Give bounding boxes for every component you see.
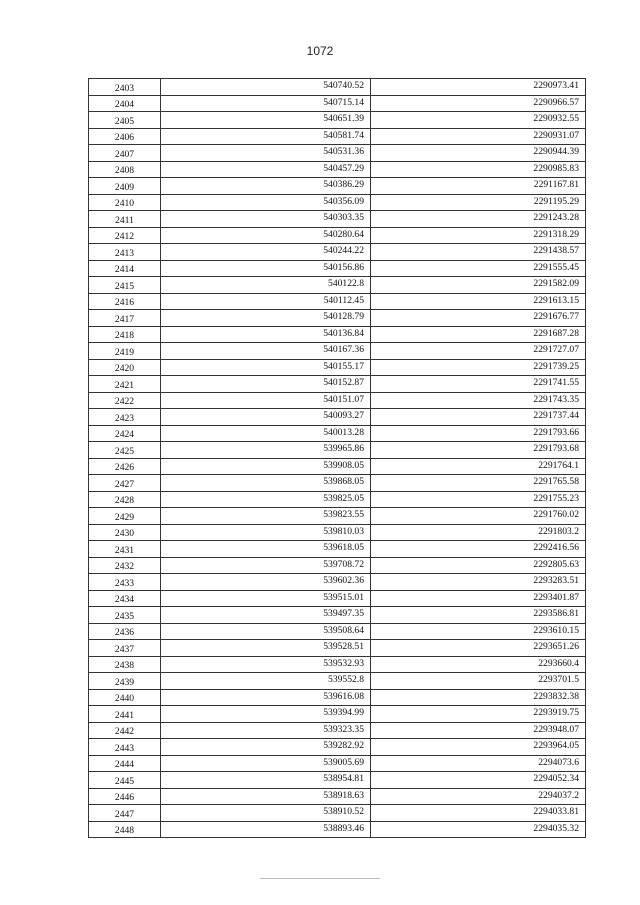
point-number-cell: 2423 bbox=[89, 409, 161, 426]
y-coordinate-cell: 2291793.68 bbox=[371, 442, 586, 459]
point-number-cell: 2438 bbox=[89, 656, 161, 673]
x-coordinate-cell: 539497.35 bbox=[161, 607, 371, 624]
point-number-cell: 2421 bbox=[89, 376, 161, 393]
x-coordinate-cell: 540156.86 bbox=[161, 260, 371, 277]
x-coordinate-cell: 539616.08 bbox=[161, 689, 371, 706]
x-coordinate-cell: 539394.99 bbox=[161, 706, 371, 723]
table-row bbox=[89, 524, 586, 541]
table-row bbox=[89, 293, 586, 310]
y-coordinate-cell: 2291195.29 bbox=[371, 194, 586, 211]
y-coordinate-cell: 2291793.66 bbox=[371, 425, 586, 442]
table-row bbox=[89, 673, 586, 690]
x-coordinate-cell: 540356.09 bbox=[161, 194, 371, 211]
y-coordinate-cell: 2291743.35 bbox=[371, 392, 586, 409]
table-row bbox=[89, 178, 586, 195]
point-number-cell: 2445 bbox=[89, 772, 161, 789]
x-coordinate-cell: 539528.51 bbox=[161, 640, 371, 657]
point-number-cell: 2441 bbox=[89, 706, 161, 723]
x-coordinate-cell: 540167.36 bbox=[161, 343, 371, 360]
x-coordinate-cell: 540093.27 bbox=[161, 409, 371, 426]
y-coordinate-cell: 2291687.28 bbox=[371, 326, 586, 343]
x-coordinate-cell: 540280.64 bbox=[161, 227, 371, 244]
point-number-cell: 2433 bbox=[89, 574, 161, 591]
x-coordinate-cell: 539282.92 bbox=[161, 739, 371, 756]
x-coordinate-cell: 538918.63 bbox=[161, 788, 371, 805]
y-coordinate-cell: 2291613.15 bbox=[371, 293, 586, 310]
table-row bbox=[89, 79, 586, 96]
x-coordinate-cell: 540531.36 bbox=[161, 145, 371, 162]
point-number-cell: 2435 bbox=[89, 607, 161, 624]
x-coordinate-cell: 540457.29 bbox=[161, 161, 371, 178]
y-coordinate-cell: 2293610.15 bbox=[371, 623, 586, 640]
x-coordinate-cell: 539823.55 bbox=[161, 508, 371, 525]
point-number-cell: 2447 bbox=[89, 805, 161, 822]
point-number-cell: 2418 bbox=[89, 326, 161, 343]
table-row bbox=[89, 541, 586, 558]
table-row bbox=[89, 442, 586, 459]
table-row bbox=[89, 557, 586, 574]
point-number-cell: 2434 bbox=[89, 590, 161, 607]
point-number-cell: 2431 bbox=[89, 541, 161, 558]
point-number-cell: 2446 bbox=[89, 788, 161, 805]
x-coordinate-cell: 540651.39 bbox=[161, 112, 371, 129]
table-row bbox=[89, 260, 586, 277]
table-row bbox=[89, 425, 586, 442]
point-number-cell: 2437 bbox=[89, 640, 161, 657]
y-coordinate-cell: 2293401.87 bbox=[371, 590, 586, 607]
y-coordinate-cell: 2291676.77 bbox=[371, 310, 586, 327]
table-row bbox=[89, 656, 586, 673]
y-coordinate-cell: 2294037.2 bbox=[371, 788, 586, 805]
table-row bbox=[89, 343, 586, 360]
x-coordinate-cell: 539868.05 bbox=[161, 475, 371, 492]
point-number-cell: 2419 bbox=[89, 343, 161, 360]
y-coordinate-cell: 2291438.57 bbox=[371, 244, 586, 261]
y-coordinate-cell: 2293701.5 bbox=[371, 673, 586, 690]
table-row bbox=[89, 788, 586, 805]
point-number-cell: 2444 bbox=[89, 755, 161, 772]
y-coordinate-cell: 2291555.45 bbox=[371, 260, 586, 277]
x-coordinate-cell: 540581.74 bbox=[161, 128, 371, 145]
table-row bbox=[89, 392, 586, 409]
y-coordinate-cell: 2290985.83 bbox=[371, 161, 586, 178]
x-coordinate-cell: 539532.93 bbox=[161, 656, 371, 673]
x-coordinate-cell: 540128.79 bbox=[161, 310, 371, 327]
x-coordinate-cell: 539618.05 bbox=[161, 541, 371, 558]
point-number-cell: 2407 bbox=[89, 145, 161, 162]
table-row bbox=[89, 211, 586, 228]
point-number-cell: 2432 bbox=[89, 557, 161, 574]
y-coordinate-cell: 2293586.81 bbox=[371, 607, 586, 624]
point-number-cell: 2417 bbox=[89, 310, 161, 327]
table-row bbox=[89, 227, 586, 244]
table-row bbox=[89, 607, 586, 624]
point-number-cell: 2404 bbox=[89, 95, 161, 112]
point-number-cell: 2420 bbox=[89, 359, 161, 376]
table-row bbox=[89, 458, 586, 475]
table-row bbox=[89, 244, 586, 261]
x-coordinate-cell: 540303.35 bbox=[161, 211, 371, 228]
y-coordinate-cell: 2291764.1 bbox=[371, 458, 586, 475]
x-coordinate-cell: 539825.05 bbox=[161, 491, 371, 508]
x-coordinate-cell: 539965.86 bbox=[161, 442, 371, 459]
point-number-cell: 2424 bbox=[89, 425, 161, 442]
x-coordinate-cell: 540122.8 bbox=[161, 277, 371, 294]
y-coordinate-cell: 2291727.07 bbox=[371, 343, 586, 360]
point-number-cell: 2425 bbox=[89, 442, 161, 459]
y-coordinate-cell: 2294033.81 bbox=[371, 805, 586, 822]
table-row bbox=[89, 475, 586, 492]
point-number-cell: 2405 bbox=[89, 112, 161, 129]
table-row bbox=[89, 508, 586, 525]
y-coordinate-cell: 2291318.29 bbox=[371, 227, 586, 244]
y-coordinate-cell: 2293651.26 bbox=[371, 640, 586, 657]
y-coordinate-cell: 2290944.39 bbox=[371, 145, 586, 162]
table-row bbox=[89, 376, 586, 393]
point-number-cell: 2412 bbox=[89, 227, 161, 244]
x-coordinate-cell: 540136.84 bbox=[161, 326, 371, 343]
x-coordinate-cell: 539552.8 bbox=[161, 673, 371, 690]
point-number-cell: 2416 bbox=[89, 293, 161, 310]
point-number-cell: 2443 bbox=[89, 739, 161, 756]
table-row bbox=[89, 409, 586, 426]
y-coordinate-cell: 2294035.32 bbox=[371, 821, 586, 838]
point-number-cell: 2440 bbox=[89, 689, 161, 706]
y-coordinate-cell: 2291760.02 bbox=[371, 508, 586, 525]
point-number-cell: 2410 bbox=[89, 194, 161, 211]
table-row bbox=[89, 623, 586, 640]
point-number-cell: 2422 bbox=[89, 392, 161, 409]
point-number-cell: 2403 bbox=[89, 79, 161, 96]
table-row bbox=[89, 821, 586, 838]
table-row bbox=[89, 574, 586, 591]
y-coordinate-cell: 2291765.58 bbox=[371, 475, 586, 492]
y-coordinate-cell: 2294052.34 bbox=[371, 772, 586, 789]
table-row bbox=[89, 326, 586, 343]
point-number-cell: 2426 bbox=[89, 458, 161, 475]
table-row bbox=[89, 706, 586, 723]
x-coordinate-cell: 540112.45 bbox=[161, 293, 371, 310]
y-coordinate-cell: 2292805.63 bbox=[371, 557, 586, 574]
point-number-cell: 2430 bbox=[89, 524, 161, 541]
y-coordinate-cell: 2293660.4 bbox=[371, 656, 586, 673]
x-coordinate-cell: 539323.35 bbox=[161, 722, 371, 739]
y-coordinate-cell: 2291243.28 bbox=[371, 211, 586, 228]
x-coordinate-cell: 539810.03 bbox=[161, 524, 371, 541]
y-coordinate-cell: 2294073.6 bbox=[371, 755, 586, 772]
y-coordinate-cell: 2291803.2 bbox=[371, 524, 586, 541]
coordinate-table bbox=[88, 78, 586, 838]
point-number-cell: 2414 bbox=[89, 260, 161, 277]
page-number: 1072 bbox=[306, 44, 334, 58]
y-coordinate-cell: 2293948.07 bbox=[371, 722, 586, 739]
y-coordinate-cell: 2291741.55 bbox=[371, 376, 586, 393]
table-row bbox=[89, 277, 586, 294]
y-coordinate-cell: 2293919.75 bbox=[371, 706, 586, 723]
table-row bbox=[89, 689, 586, 706]
y-coordinate-cell: 2291755.23 bbox=[371, 491, 586, 508]
x-coordinate-cell: 540151.07 bbox=[161, 392, 371, 409]
x-coordinate-cell: 539708.72 bbox=[161, 557, 371, 574]
table-row bbox=[89, 722, 586, 739]
y-coordinate-cell: 2293283.51 bbox=[371, 574, 586, 591]
point-number-cell: 2406 bbox=[89, 128, 161, 145]
x-coordinate-cell: 539515.01 bbox=[161, 590, 371, 607]
table-row bbox=[89, 161, 586, 178]
footer-rule bbox=[260, 878, 380, 879]
y-coordinate-cell: 2293964.05 bbox=[371, 739, 586, 756]
x-coordinate-cell: 538954.81 bbox=[161, 772, 371, 789]
x-coordinate-cell: 540386.29 bbox=[161, 178, 371, 195]
point-number-cell: 2436 bbox=[89, 623, 161, 640]
point-number-cell: 2408 bbox=[89, 161, 161, 178]
table-row bbox=[89, 128, 586, 145]
point-number-cell: 2413 bbox=[89, 244, 161, 261]
point-number-cell: 2439 bbox=[89, 673, 161, 690]
point-number-cell: 2442 bbox=[89, 722, 161, 739]
y-coordinate-cell: 2292416.56 bbox=[371, 541, 586, 558]
table-row bbox=[89, 640, 586, 657]
point-number-cell: 2448 bbox=[89, 821, 161, 838]
point-number-cell: 2409 bbox=[89, 178, 161, 195]
table-row bbox=[89, 755, 586, 772]
x-coordinate-cell: 540013.28 bbox=[161, 425, 371, 442]
y-coordinate-cell: 2290932.55 bbox=[371, 112, 586, 129]
x-coordinate-cell: 538893.46 bbox=[161, 821, 371, 838]
x-coordinate-cell: 539908.05 bbox=[161, 458, 371, 475]
x-coordinate-cell: 539602.36 bbox=[161, 574, 371, 591]
y-coordinate-cell: 2291167.81 bbox=[371, 178, 586, 195]
point-number-cell: 2411 bbox=[89, 211, 161, 228]
y-coordinate-cell: 2291737.44 bbox=[371, 409, 586, 426]
point-number-cell: 2415 bbox=[89, 277, 161, 294]
point-number-cell: 2428 bbox=[89, 491, 161, 508]
x-coordinate-cell: 540155.17 bbox=[161, 359, 371, 376]
point-number-cell: 2427 bbox=[89, 475, 161, 492]
y-coordinate-cell: 2293832.38 bbox=[371, 689, 586, 706]
x-coordinate-cell: 540152.87 bbox=[161, 376, 371, 393]
x-coordinate-cell: 539005.69 bbox=[161, 755, 371, 772]
y-coordinate-cell: 2290973.41 bbox=[371, 79, 586, 96]
x-coordinate-cell: 540715.14 bbox=[161, 95, 371, 112]
table-row bbox=[89, 739, 586, 756]
y-coordinate-cell: 2291739.25 bbox=[371, 359, 586, 376]
coordinate-table-body bbox=[89, 79, 586, 838]
table-row bbox=[89, 112, 586, 129]
table-row bbox=[89, 194, 586, 211]
x-coordinate-cell: 539508.64 bbox=[161, 623, 371, 640]
table-row bbox=[89, 491, 586, 508]
x-coordinate-cell: 538910.52 bbox=[161, 805, 371, 822]
table-row bbox=[89, 310, 586, 327]
table-row bbox=[89, 805, 586, 822]
x-coordinate-cell: 540740.52 bbox=[161, 79, 371, 96]
table-row bbox=[89, 145, 586, 162]
table-row bbox=[89, 772, 586, 789]
y-coordinate-cell: 2291582.09 bbox=[371, 277, 586, 294]
table-row bbox=[89, 95, 586, 112]
x-coordinate-cell: 540244.22 bbox=[161, 244, 371, 261]
table-row bbox=[89, 590, 586, 607]
point-number-cell: 2429 bbox=[89, 508, 161, 525]
table-row bbox=[89, 359, 586, 376]
y-coordinate-cell: 2290931.07 bbox=[371, 128, 586, 145]
y-coordinate-cell: 2290966.57 bbox=[371, 95, 586, 112]
